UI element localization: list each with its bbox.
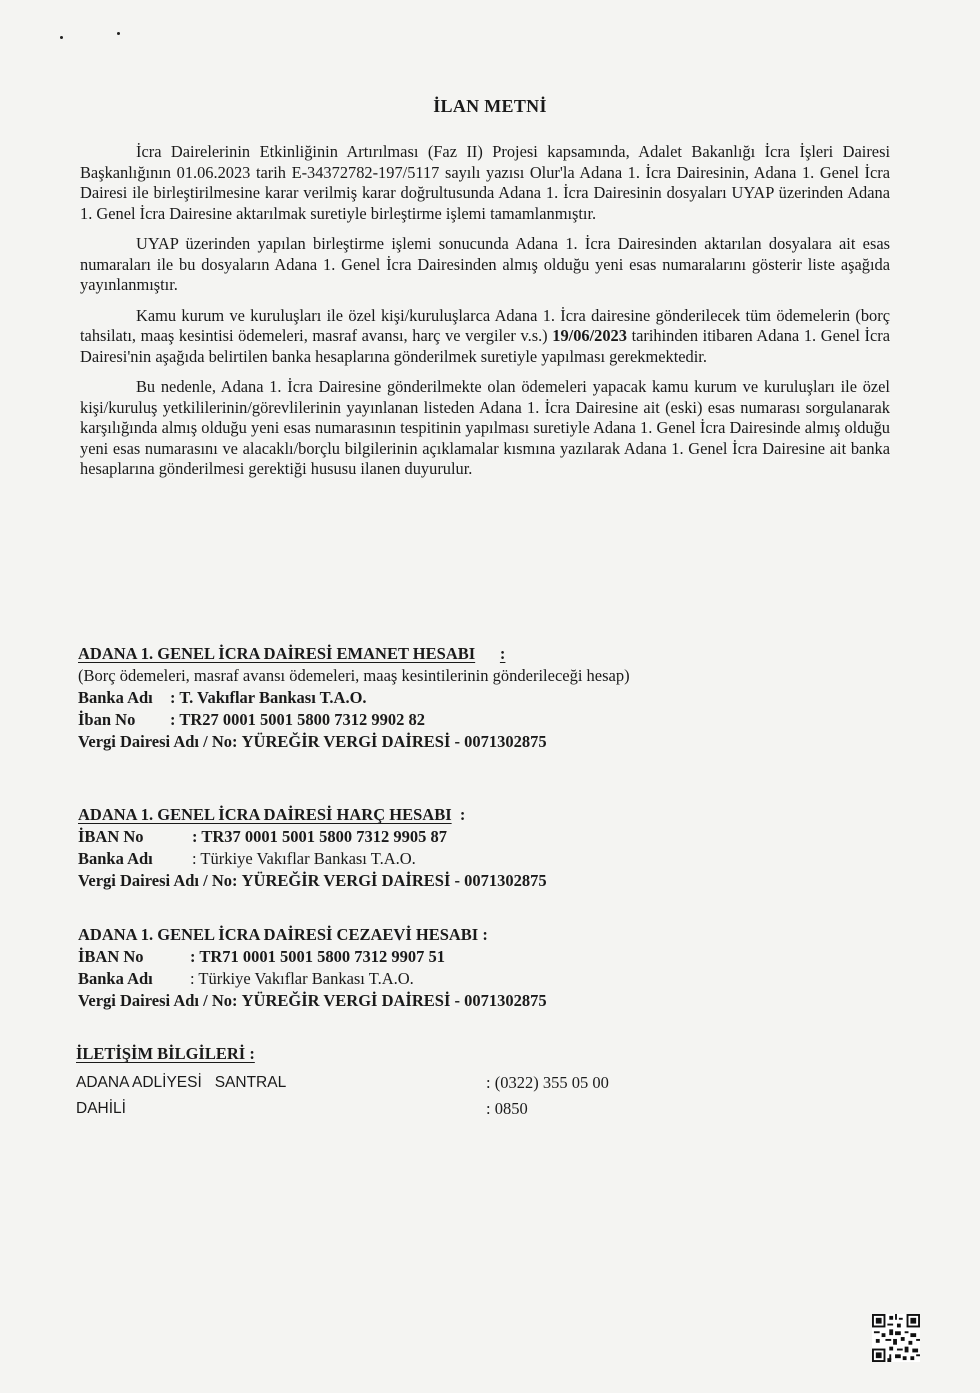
- paragraph-3-end: tarihinden itibaren Adana 1. Genel İcra Dairesi'nin aşağıda belirtilen banka hesaplarına gönderilmek suretiyle yapılması gerekmektedir.: [80, 326, 890, 366]
- scan-speck: [60, 36, 63, 39]
- tax-office-label: Vergi Dairesi Adı / No:: [78, 871, 238, 890]
- iban-value: : TR71 0001 5001 5800 7312 9907 51: [190, 947, 445, 966]
- emanet-bank-row: [78, 687, 778, 709]
- emanet-account-note: (Borç ödemeleri, masraf avansı ödemeleri, maaş kesintilerinin gönderileceği hesap): [78, 666, 630, 685]
- bank-value: : T. Vakıflar Bankası T.A.O.: [170, 688, 367, 707]
- announcement-body: [80, 142, 890, 490]
- page-title: İLAN METNİ: [433, 96, 547, 116]
- cezaevi-tax-row: [78, 990, 778, 1012]
- qr-code-icon: [872, 1314, 920, 1362]
- contact-row-switchboard: [76, 1070, 716, 1096]
- contact-row-extension: [76, 1096, 716, 1122]
- paragraph-3-start: Kamu kurum ve kuruluşları ile özel kişi/kuruluşlarca Adana 1. İcra dairesine gönderilecek tüm ödemelerin (borç tahsilatı, maaş kesintisi ödemeleri, masraf avansı, harç ve vergiler v.s.): [80, 305, 890, 345]
- tax-office-value: YÜREĞİR VERGİ DAİRESİ - 0071302875: [241, 991, 547, 1010]
- emanet-account-title: ADANA 1. GENEL İCRA DAİRESİ EMANET HESABI :: [78, 644, 506, 663]
- emanet-account-section: [78, 643, 778, 753]
- iban-label: İBAN No: [78, 827, 144, 846]
- cezaevi-bank-row: [78, 968, 778, 990]
- cezaevi-account-title: ADANA 1. GENEL İCRA DAİRESİ CEZAEVİ HESABI :: [78, 925, 488, 944]
- tax-office-value: YÜREĞİR VERGİ DAİRESİ - 0071302875: [241, 732, 547, 751]
- harc-account-section: [78, 804, 778, 892]
- tax-office-value: YÜREĞİR VERGİ DAİRESİ - 0071302875: [241, 871, 547, 890]
- iban-value: : TR27 0001 5001 5800 7312 9902 82: [170, 710, 425, 729]
- contact-label: DAHİLİ: [76, 1100, 126, 1117]
- paragraph-3: [80, 306, 890, 368]
- contact-value: : 0850: [486, 1099, 528, 1118]
- contact-title: İLETİŞİM BİLGİLERİ :: [76, 1044, 255, 1063]
- bank-value: : Türkiye Vakıflar Bankası T.A.O.: [190, 969, 414, 988]
- tax-office-label: Vergi Dairesi Adı / No:: [78, 991, 238, 1010]
- contact-value: : (0322) 355 05 00: [486, 1073, 609, 1092]
- tax-office-label: Vergi Dairesi Adı / No:: [78, 732, 238, 751]
- effective-date: 19/06/2023: [552, 326, 627, 345]
- bank-label: Banka Adı: [78, 849, 153, 868]
- paragraph-2: UYAP üzerinden yapılan birleştirme işlemi sonucunda Adana 1. İcra Dairesinden aktarılan dosyalara ait esas numaraları ile bu dosyaların Adana 1. Genel İcra Dairesinden almış olduğu yeni esas numaralarını gösterir liste aşağıda yayınlanmıştır.: [80, 234, 890, 294]
- harc-iban-row: [78, 826, 778, 848]
- bank-label: Banka Adı: [78, 688, 153, 707]
- iban-label: İban No: [78, 710, 136, 729]
- contact-section: [76, 1044, 716, 1122]
- harc-bank-row: [78, 848, 778, 870]
- iban-value: : TR37 0001 5001 5800 7312 9905 87: [192, 827, 447, 846]
- contact-label: ADANA ADLİYESİ SANTRAL: [76, 1074, 287, 1091]
- harc-account-title: ADANA 1. GENEL İCRA DAİRESİ HARÇ HESABI :: [78, 805, 466, 824]
- iban-label: İBAN No: [78, 947, 144, 966]
- cezaevi-iban-row: [78, 946, 778, 968]
- cezaevi-account-section: [78, 924, 778, 1012]
- bank-value: : Türkiye Vakıflar Bankası T.A.O.: [192, 849, 416, 868]
- emanet-tax-row: [78, 731, 778, 753]
- harc-tax-row: [78, 870, 778, 892]
- scan-speck: [117, 32, 120, 35]
- bank-label: Banka Adı: [78, 969, 153, 988]
- emanet-iban-row: [78, 709, 778, 731]
- paragraph-4: Bu nedenle, Adana 1. İcra Dairesine gönderilmekte olan ödemeleri yapacak kamu kurum ve kuruluşları ile özel kişi/kuruluş yetkililerinin/görevlilerinin yayınlanan listeden Adana 1. İcra Dairesine ait (eski) esas numarası sorgulanarak karşılığında almış olduğu yeni esas numarasının tespitinin yapılması suretiyle Adana 1. Genel İcra Dairesinde almış olduğu yeni esas numarasını ve alacaklı/borçlu bilgilerinin açıklamalar kısmına yazılarak Adana 1. Genel İcra Dairesine ait banka hesaplarına gönderilmesi gerektiği hususu ilanen duyurulur.: [80, 377, 890, 478]
- paragraph-1: İcra Dairelerinin Etkinliğinin Artırılması (Faz II) Projesi kapsamında, Adalet Bakanlığı İcra İşleri Dairesi Başkanlığının 01.06.2023 tarih E-34372782-197/5117 sayılı yazısı Olur'la Adana 1. İcra Dairesinin, Adana 1. Genel İcra Dairesi ile birleştirilmesine karar verilmiş karar doğrultusunda Adana 1. İcra Dairesinin dosyaları UYAP üzerinden Adana 1. Genel İcra Dairesine aktarılmak suretiyle birleştirme işlemi tamamlanmıştır.: [80, 142, 890, 223]
